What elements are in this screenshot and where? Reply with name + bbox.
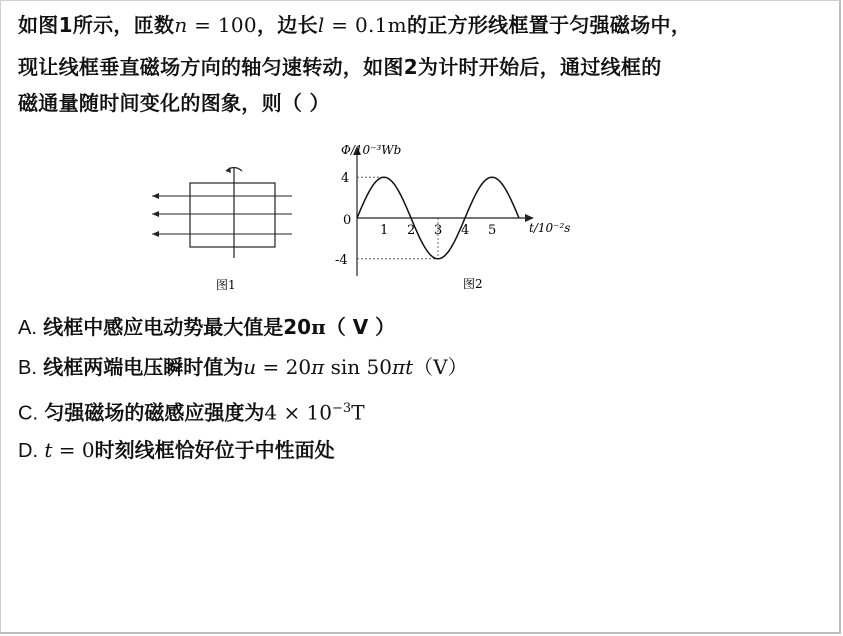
value-l: = 0.1m [324,13,407,37]
arrow-left-icon [152,231,159,237]
pi-symbol: π [311,315,326,339]
coil-frame [190,183,275,247]
question-text: ，边长 [256,13,318,37]
option-text: 匀强磁场的磁感应强度为 [44,400,265,425]
question-text: 的正方形线框置于匀强磁场中， [406,13,692,37]
question-line-2: 现让线框垂直磁场方向的轴匀速转动，如图2为计时开始后，通过线框的 [18,55,662,79]
figure-1-caption: 图1 [216,278,236,292]
var-n: n [174,13,188,37]
question-line-3: 磁通量随时间变化的图象，则（ ） [18,91,330,115]
var-u: u [243,355,257,379]
pi-symbol: π [311,355,325,379]
option-letter: B. [18,357,37,379]
question-text: 如图1所示，匝数 [18,13,175,37]
option-unit: （V） [413,355,468,379]
x-axis-label: t/10⁻²s [529,221,571,235]
var-t: t [44,438,53,462]
magnetic-field-lines [152,196,292,234]
arrow-left-icon [152,193,159,199]
x-tick-label: 3 [434,223,443,238]
option-b[interactable] [18,354,468,381]
option-a[interactable] [18,314,395,341]
var-l: l [317,13,325,37]
option-text: 线框中感应电动势最大值是20 [43,315,312,339]
formula-part: sin 50 [324,355,392,379]
x-tick-label: 2 [407,223,416,238]
value-n: = 100 [187,13,257,37]
origin-label: 0 [343,213,352,228]
formula-part: = 0 [52,438,95,462]
option-letter: C. [18,402,38,425]
exponent: −3 [332,401,352,416]
question-line-1 [18,12,691,38]
var-t: t [405,355,414,379]
option-text: 线框两端电压瞬时值为 [43,355,244,379]
y-axis-label: Φ/10⁻³Wb [341,143,402,157]
x-tick-label: 5 [488,223,497,238]
figure-2-chart [315,136,595,296]
arrow-left-icon [152,211,159,217]
figure-2-caption: 图2 [463,277,483,291]
y-tick-label: 4 [341,171,350,187]
x-tick-label: 1 [380,223,389,238]
option-letter: A. [18,317,37,339]
option-text: 时刻线框恰好位于中性面处 [94,438,335,462]
option-unit: T [351,400,365,425]
option-letter: D. [18,440,38,462]
y-tick-label: -4 [335,252,348,268]
option-c[interactable] [18,396,365,427]
x-tick-label: 4 [461,223,470,238]
figure-1 [140,150,310,300]
pi-symbol: π [391,355,406,379]
option-d[interactable] [18,437,335,464]
option-unit: （ V ） [325,315,396,339]
formula-part: 4 × 10 [264,400,333,425]
formula-part: = 20 [256,355,312,379]
